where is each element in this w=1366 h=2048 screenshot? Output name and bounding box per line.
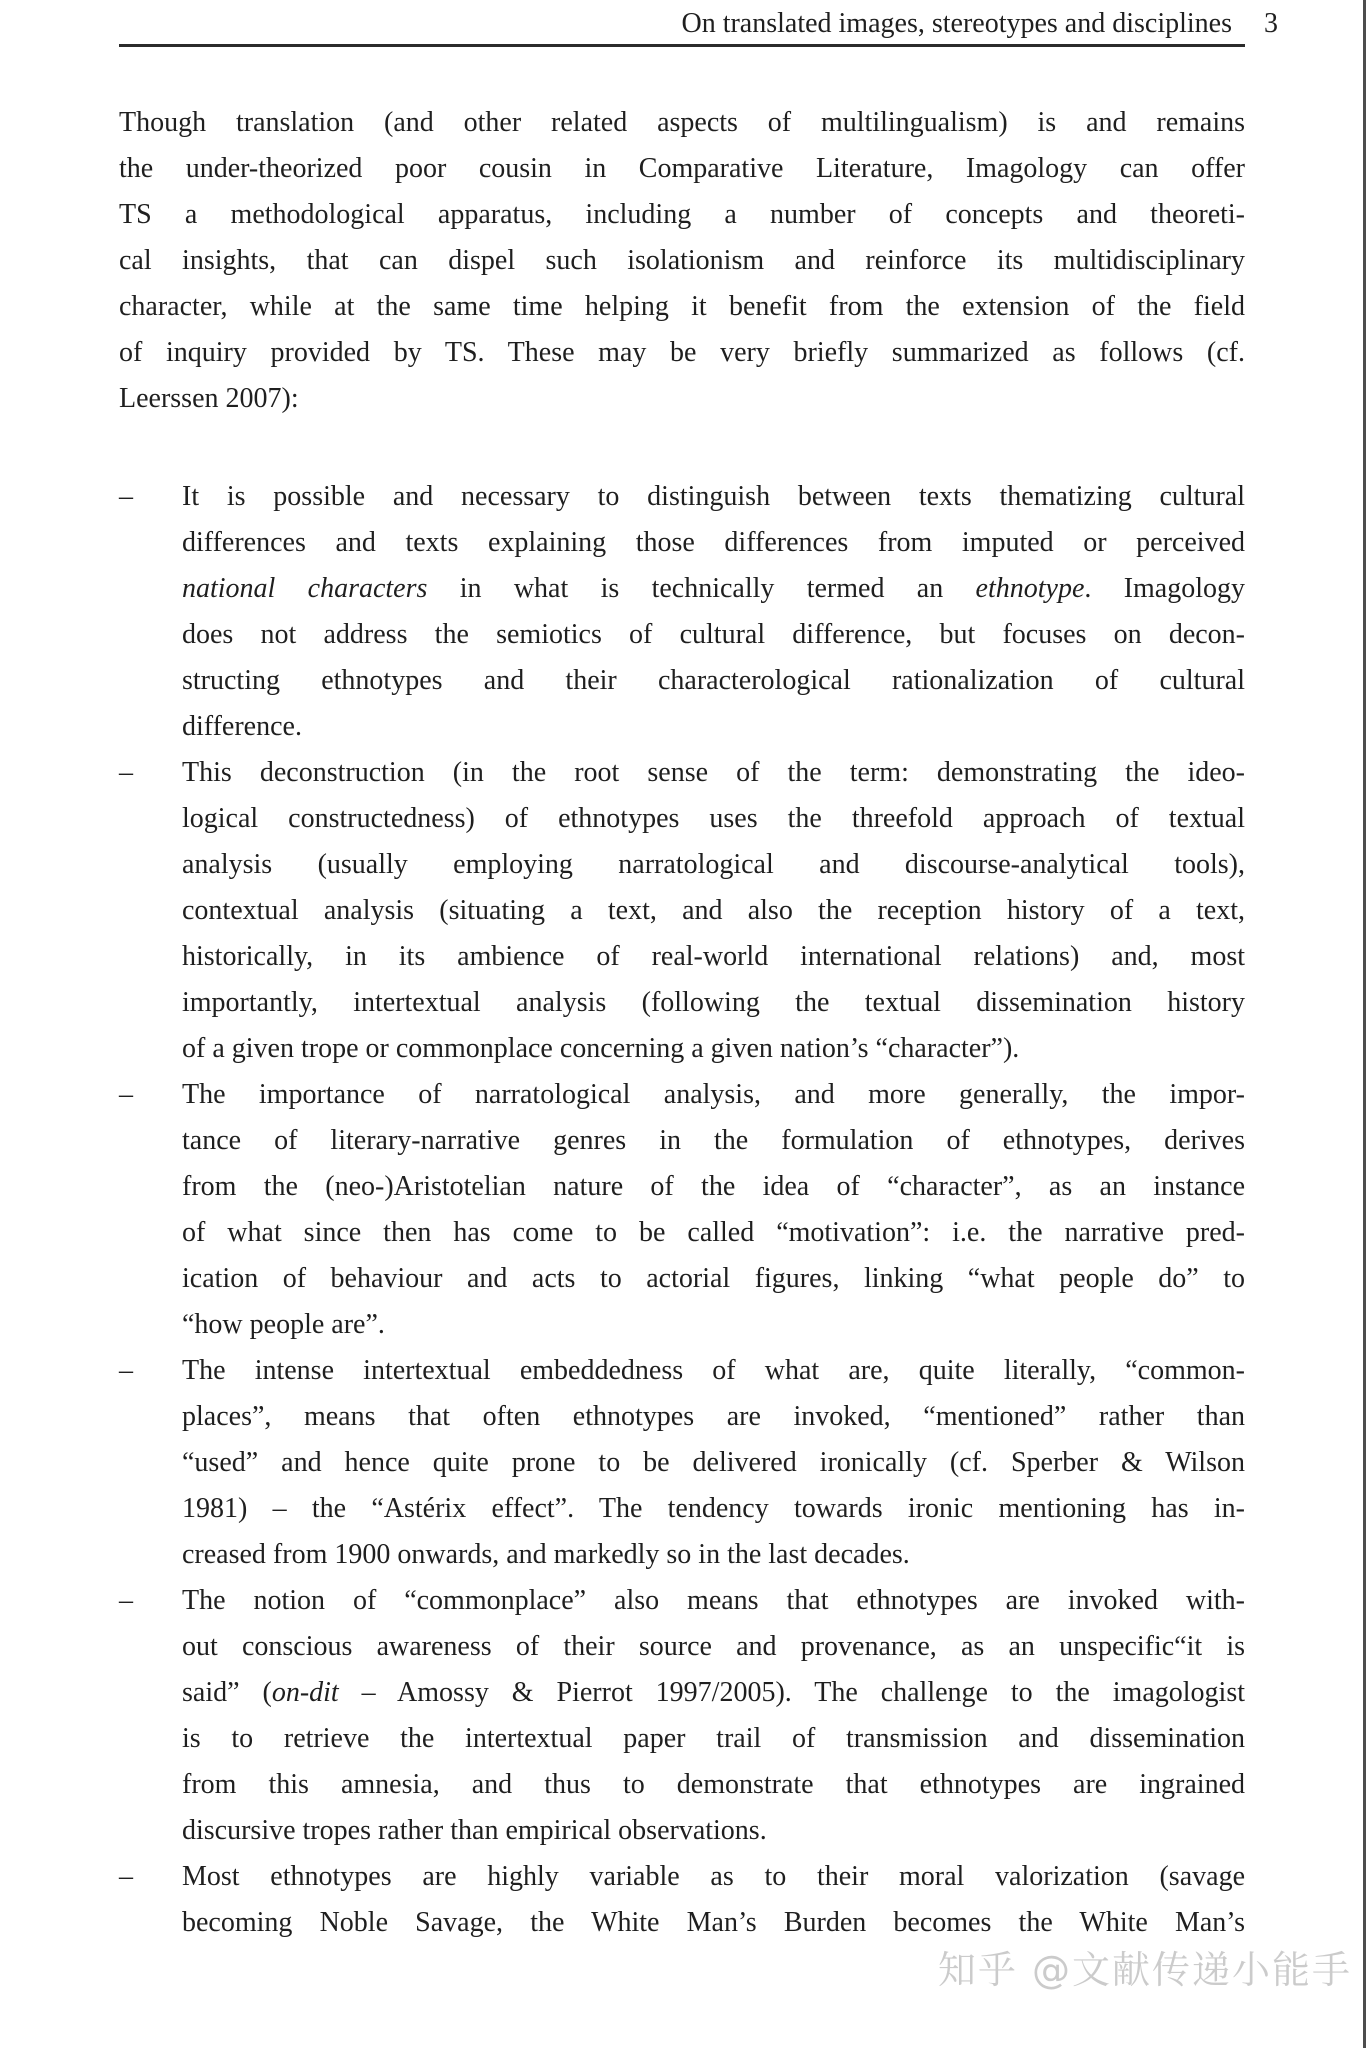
- text-segment: ication of behaviour and acts to actorial figures, linking “what people do” to: [182, 1263, 1245, 1294]
- text-line: [182, 1164, 1245, 1210]
- text-line: [119, 330, 1245, 376]
- text-line: [182, 1716, 1245, 1762]
- text-segment: character, while at the same time helping it benefit from the extension of the field: [119, 291, 1245, 322]
- bullet-item: [119, 474, 1245, 750]
- text-segment: logical constructedness) of ethnotypes uses the threefold approach of textual: [182, 803, 1245, 834]
- text-segment: from this amnesia, and thus to demonstrate that ethnotypes are ingrained: [182, 1769, 1245, 1800]
- text-segment: TS a methodological apparatus, including a number of concepts and theoreti-: [119, 199, 1245, 230]
- text-line: [182, 1302, 1245, 1348]
- text-line: [182, 658, 1245, 704]
- text-line: [182, 1118, 1245, 1164]
- text-line: [119, 192, 1245, 238]
- bullet-list: [119, 474, 1245, 1946]
- text-line: [119, 238, 1245, 284]
- text-segment: places”, means that often ethnotypes are invoked, “mentioned” rather than: [182, 1401, 1245, 1432]
- text-segment: It is possible and necessary to distinguish between texts thematizing cultural: [182, 481, 1245, 512]
- text-segment: contextual analysis (situating a text, and also the reception history of a text,: [182, 895, 1245, 926]
- text-line: [182, 980, 1245, 1026]
- text-line: [182, 750, 1245, 796]
- text-segment: differences and texts explaining those differences from imputed or perceived: [182, 527, 1245, 558]
- text-line: [182, 934, 1245, 980]
- text-segment: structing ethnotypes and their characterological rationalization of cultural: [182, 665, 1245, 696]
- text-segment: becoming Noble Savage, the White Man’s Burden becomes the White Man’s: [182, 1907, 1245, 1938]
- text-segment: discursive tropes rather than empirical observations.: [182, 1815, 767, 1846]
- text-segment: 1981) – the “Astérix effect”. The tendency towards ironic mentioning has in-: [182, 1493, 1245, 1524]
- text-segment: The intense intertextual embeddedness of what are, quite literally, “common-: [182, 1355, 1245, 1386]
- italic-text: national characters: [182, 573, 428, 604]
- bullet-dash-marker: –: [119, 757, 133, 788]
- text-segment: cal insights, that can dispel such isolationism and reinforce its multidisciplinary: [119, 245, 1245, 276]
- text-line: [182, 1440, 1245, 1486]
- text-line: [182, 796, 1245, 842]
- text-segment: Most ethnotypes are highly variable as to their moral valorization (savage: [182, 1861, 1245, 1892]
- text-segment: Though translation (and other related aspects of multilingualism) is and remains: [119, 107, 1245, 138]
- text-segment: difference.: [182, 711, 302, 742]
- text-segment: “used” and hence quite prone to be delivered ironically (cf. Sperber & Wilson: [182, 1447, 1245, 1478]
- text-segment: historically, in its ambience of real-world international relations) and, most: [182, 941, 1245, 972]
- text-line: [119, 284, 1245, 330]
- text-line: [182, 1578, 1245, 1624]
- text-line: [182, 566, 1245, 612]
- bullet-dash-marker: –: [119, 1355, 133, 1386]
- text-line: [182, 1762, 1245, 1808]
- italic-text: on-dit: [271, 1677, 339, 1708]
- bullet-item: [119, 1072, 1245, 1348]
- text-line: [182, 1210, 1245, 1256]
- italic-text: ethnotype: [975, 573, 1085, 604]
- text-segment: is to retrieve the intertextual paper trail of transmission and dissemination: [182, 1723, 1245, 1754]
- text-segment: creased from 1900 onwards, and markedly so in the last decades.: [182, 1539, 910, 1570]
- text-line: [182, 1670, 1245, 1716]
- bullet-item: [119, 1578, 1245, 1854]
- text-line: [182, 1854, 1245, 1900]
- text-line: [182, 888, 1245, 934]
- page-header: [119, 4, 1278, 44]
- header-rule: [119, 44, 1245, 47]
- text-line: [182, 1900, 1245, 1946]
- text-line: [182, 842, 1245, 888]
- text-segment: out conscious awareness of their source and provenance, as an unspecific“it is: [182, 1631, 1245, 1662]
- bullet-dash-marker: –: [119, 1861, 133, 1892]
- text-line: [182, 1624, 1245, 1670]
- text-segment: in what is technically termed an: [427, 573, 976, 604]
- text-segment: The notion of “commonplace” also means that ethnotypes are invoked with-: [182, 1585, 1245, 1616]
- text-line: [182, 474, 1245, 520]
- text-segment: does not address the semiotics of cultural difference, but focuses on decon-: [182, 619, 1245, 650]
- text-segment: Leerssen 2007):: [119, 383, 299, 414]
- text-line: [182, 1072, 1245, 1118]
- bullet-item: [119, 1348, 1245, 1578]
- text-segment: said” (: [182, 1677, 272, 1708]
- bullet-item: [119, 750, 1245, 1072]
- text-line: [182, 520, 1245, 566]
- text-line: [119, 146, 1245, 192]
- text-line: [182, 1486, 1245, 1532]
- text-line: [182, 1026, 1245, 1072]
- text-segment: of a given trope or commonplace concerning a given nation’s “character”).: [182, 1033, 1020, 1064]
- text-segment: of what since then has come to be called “motivation”: i.e. the narrative pred-: [182, 1217, 1245, 1248]
- text-segment: The importance of narratological analysis, and more generally, the impor-: [182, 1079, 1245, 1110]
- text-line: [182, 1394, 1245, 1440]
- text-segment: from the (neo-)Aristotelian nature of the idea of “character”, as an instance: [182, 1171, 1245, 1202]
- bullet-dash-marker: –: [119, 1585, 133, 1616]
- text-segment: This deconstruction (in the root sense of the term: demonstrating the ideo-: [182, 757, 1245, 788]
- text-line: [182, 612, 1245, 658]
- text-line: [182, 1256, 1245, 1302]
- text-segment: importantly, intertextual analysis (following the textual dissemination history: [182, 987, 1245, 1018]
- text-line: [182, 1348, 1245, 1394]
- text-line: [182, 1808, 1245, 1854]
- text-segment: “how people are”.: [182, 1309, 385, 1340]
- intro-paragraph: [119, 100, 1245, 422]
- text-segment: – Amossy & Pierrot 1997/2005). The challenge to the imagologist: [338, 1677, 1246, 1708]
- bullet-dash-marker: –: [119, 1079, 133, 1110]
- text-segment: of inquiry provided by TS. These may be very briefly summarized as follows (cf.: [119, 337, 1245, 368]
- text-segment: the under-theorized poor cousin in Comparative Literature, Imagology can offer: [119, 153, 1245, 184]
- text-segment: analysis (usually employing narratological and discourse-analytical tools),: [182, 849, 1245, 880]
- watermark: 知乎 @文献传递小能手: [937, 1948, 1352, 1992]
- text-segment: . Imagology: [1084, 573, 1246, 604]
- text-line: [119, 376, 1245, 422]
- bullet-item: [119, 1854, 1245, 1946]
- page-number: 3: [1264, 8, 1278, 39]
- text-line: [182, 1532, 1245, 1578]
- text-line: [182, 704, 1245, 750]
- bullet-dash-marker: –: [119, 481, 133, 512]
- text-segment: tance of literary-narrative genres in the formulation of ethnotypes, derives: [182, 1125, 1245, 1156]
- text-line: [119, 100, 1245, 146]
- page-body: [119, 100, 1245, 1946]
- running-head-title: On translated images, stereotypes and disciplines: [681, 8, 1232, 39]
